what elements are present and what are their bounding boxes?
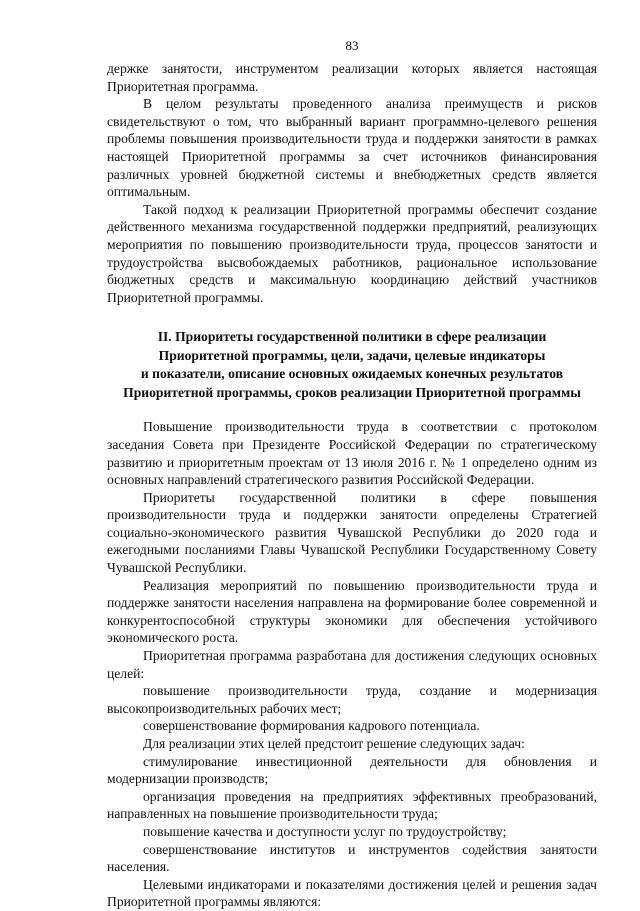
- document-page: [107, 38, 597, 911]
- paragraph-analysis-results: В целом результаты проведенного анализа преимуществ и рисков свидетельствуют о том, что выбранный вариант программно-целевого решения проблемы повышения производительности труда и поддержки занятости в рамках настоящей Приоритетной программы за счет источников финансирования различных уровней бюджетной системы и внебюджетных средств является оптимальным.: [107, 96, 597, 200]
- list-item-task: совершенствование институтов и инструментов содействия занятости населения.: [107, 841, 597, 875]
- list-item-task: повышение качества и доступности услуг по трудоустройству;: [143, 823, 507, 839]
- paragraph-indicators-intro: Целевыми индикаторами и показателями достижения целей и решения задач Приоритетной программы являются:: [107, 876, 597, 910]
- section-heading-line: II. Приоритеты государственной политики в сфере реализации: [157, 329, 547, 345]
- paragraph-implementation: Реализация мероприятий по повышению производительности труда и поддержке занятости населения направлена на формирование более современной и конкурентоспособной структуры экономики для обеспечения устойчивого экономического роста.: [107, 577, 597, 646]
- section-heading-line: Приоритетной программы, сроков реализации Приоритетной программы: [123, 384, 581, 400]
- list-item-goal: совершенствование формирования кадрового потенциала.: [143, 718, 480, 734]
- section-heading-line: и показатели, описание основных ожидаемых конечных результатов: [140, 366, 564, 382]
- paragraph-approach: Такой подход к реализации Приоритетной программы обеспечит создание действенного механизма государственной поддержки предприятий, реализующих мероприятия по повышению производительности труда, процессов занятости и трудоустройства высвобождаемых работников, рациональное использование бюджетных средств и максимальную координацию действий участников Приоритетной программы.: [107, 201, 597, 305]
- paragraph-goals-intro: Приоритетная программа разработана для достижения следующих основных целей:: [107, 648, 597, 681]
- section-heading-line: Приоритетной программы, цели, задачи, целевые индикаторы: [158, 347, 546, 363]
- list-item-task: организация проведения на предприятиях эффективных преобразований, направленных на повышение производительности труда;: [107, 788, 597, 822]
- paragraph-continuation: держке занятости, инструментом реализации которых является настоящая Приоритетная программа.: [107, 61, 597, 94]
- page-number: 83: [345, 38, 359, 53]
- paragraph-tasks-intro: Для реализации этих целей предстоит решение следующих задач:: [143, 736, 525, 751]
- list-item-goal: повышение производительности труда, создание и модернизация высокопроизводительных рабочих мест;: [107, 683, 597, 716]
- paragraph-productivity-protocol: Повышение производительности труда в соответствии с протоколом заседания Совета при Президенте Российской Федерации по стратегическому развитию и приоритетным проектам от 13 июля 2016 г. № 1 определено одним из основных направлений стратегического развития Российской Федерации.: [107, 419, 597, 488]
- list-item-task: стимулирование инвестиционной деятельности для обновления и модернизации производств;: [107, 753, 597, 787]
- section-heading: [107, 328, 597, 402]
- paragraph-state-priorities: Приоритеты государственной политики в сфере повышения производительности труда и поддержки занятости определены Стратегией социально-экономического развития Чувашской Республики до 2020 года и ежегодными посланиями Главы Чувашской Республики Государственному Совету Чувашской Республики.: [107, 489, 597, 576]
